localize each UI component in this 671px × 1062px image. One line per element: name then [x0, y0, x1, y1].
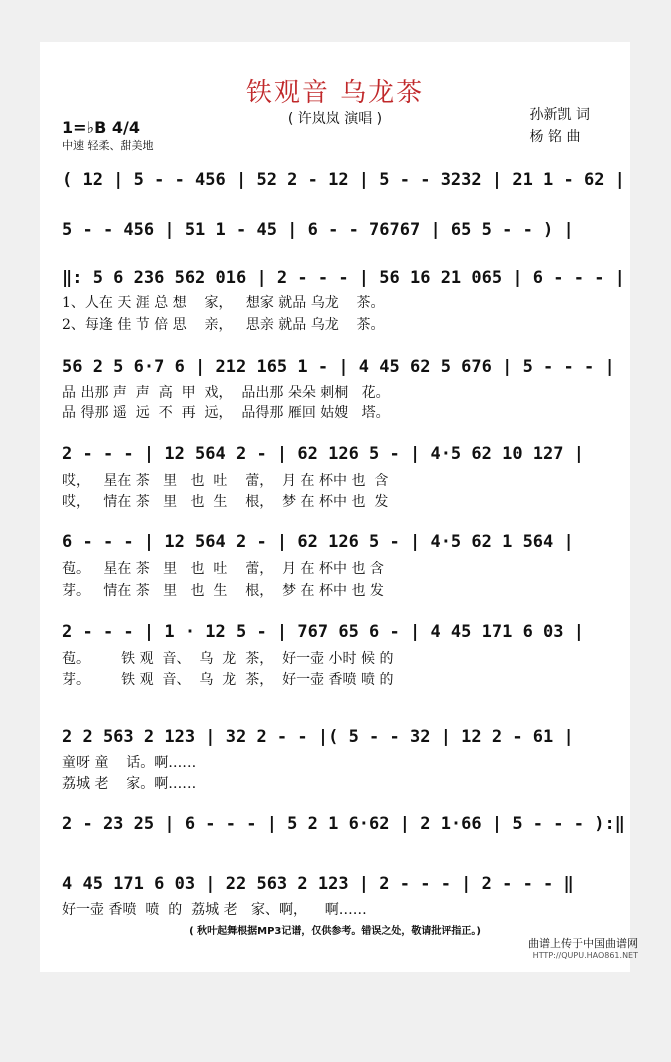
- notation-row: 2 - - - | 12 564 2 - | 62 126 5 - | 4·5 62 10 127 |: [62, 444, 584, 464]
- lyric-line: 2、每逢 佳 节 倍 思 亲， 思亲 就品 乌龙 茶。: [62, 317, 385, 333]
- transcriber-note: ( 秋叶起舞根据MP3记谱，仅供参考。错误之处，敬请批评指正。): [189, 926, 481, 937]
- lyric-line: 品 出那 声 声 高 甲 戏， 品出那 朵朵 刺桐 花。: [62, 385, 390, 401]
- notation-row: 2 2 563 2 123 | 32 2 - - |( 5 - - 32 | 12 2 - 61 |: [62, 727, 574, 747]
- credits: [530, 104, 590, 148]
- lyric-line: 品 得那 遥 远 不 再 远， 品得那 雁回 姑嫂 塔。: [62, 405, 390, 421]
- site-credit: [528, 938, 638, 962]
- performer: ( 许岚岚 演唱 ): [287, 111, 383, 127]
- notation-row: 5 - - 456 | 51 1 - 45 | 6 - - 76767 | 65 5 - - ) |: [62, 220, 574, 240]
- lyric-line: 芽。 情在 茶 里 也 生 根， 梦 在 杯中 也 发: [62, 583, 384, 599]
- lyric-line: 苞。 星在 茶 里 也 吐 蕾， 月 在 杯中 也 含: [62, 561, 384, 577]
- notation-row: 2 - 23 25 | 6 - - - | 5 2 1 6·62 | 2 1·66 | 5 - - - ):‖: [62, 814, 625, 834]
- lyric-line: 荔城 老 家。啊……: [62, 776, 197, 792]
- notation-row: 4 45 171 6 03 | 22 563 2 123 | 2 - - - | 2 - - - ‖: [62, 874, 574, 894]
- notation-row: 6 - - - | 12 564 2 - | 62 126 5 - | 4·5 62 1 564 |: [62, 532, 574, 552]
- lyric-line: 苞。 铁 观 音、 乌 龙 茶， 好一壶 小时 候 的: [62, 651, 394, 667]
- tempo-marking: 中速 轻柔、甜美地: [62, 139, 154, 152]
- lyric-line: 芽。 铁 观 音、 乌 龙 茶， 好一壶 香喷 喷 的: [62, 672, 394, 688]
- site-name: 曲谱上传于中国曲谱网: [528, 937, 638, 950]
- site-url: HTTP://QUPU.HAO861.NET: [532, 951, 638, 960]
- lyric-line: 好一壶 香喷 喷 的 荔城 老 家、啊， 啊……: [62, 902, 367, 918]
- lyric-line: 童呀 童 话。啊……: [62, 755, 197, 771]
- song-title: 铁观音 乌龙茶: [245, 78, 425, 108]
- lyric-line: 哎， 情在 茶 里 也 生 根， 梦 在 杯中 也 发: [62, 494, 389, 510]
- notation-row: ‖: 5 6 236 562 016 | 2 - - - | 56 16 21 065 | 6 - - - |: [62, 268, 625, 288]
- lyricist: 孙新凯 词: [529, 107, 590, 123]
- notation-row: 56 2 5 6·7 6 | 212 165 1 - | 4 45 62 5 676 | 5 - - - |: [62, 357, 615, 377]
- lyric-line: 哎， 星在 茶 里 也 吐 蕾， 月 在 杯中 也 含: [62, 473, 389, 489]
- composer: 杨 铭 曲: [529, 129, 581, 145]
- lyric-line: 1、人在 天 涯 总 想 家， 想家 就品 乌龙 茶。: [62, 295, 385, 311]
- notation-row: 2 - - - | 1 · 12 5 - | 767 65 6 - | 4 45 171 6 03 |: [62, 622, 584, 642]
- key-signature: 1=♭B 4/4: [62, 118, 140, 137]
- score-sheet: [40, 42, 638, 972]
- notation-row: ( 12 | 5 - - 456 | 52 2 - 12 | 5 - - 3232 | 21 1 - 62 |: [62, 170, 625, 190]
